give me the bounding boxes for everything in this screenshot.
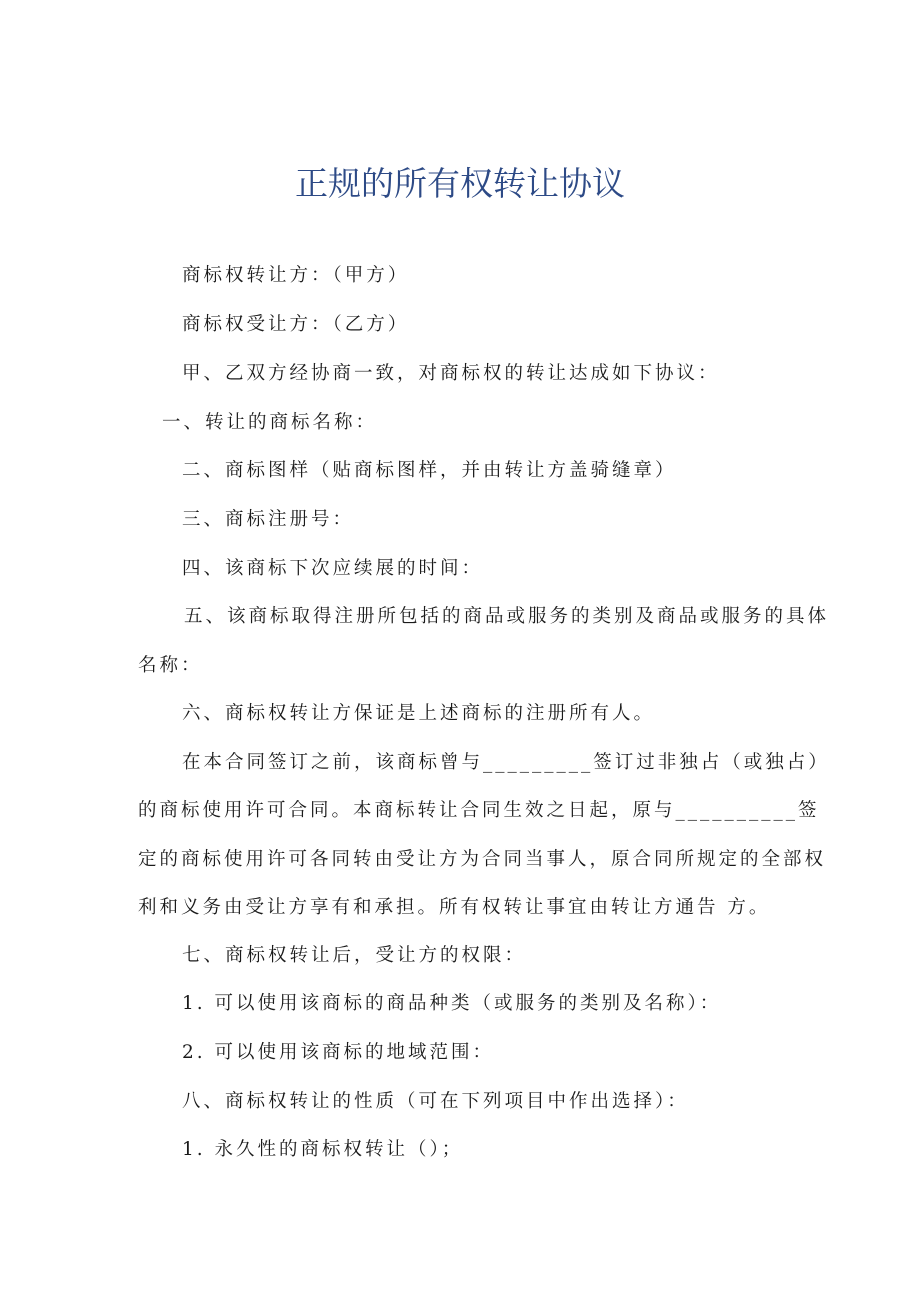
line-license-para-2: 的商标使用许可合同。本商标转让合同生效之日起，原与__________签 — [138, 800, 820, 821]
line-clause-6: 六、商标权转让方保证是上述商标的注册所有人。 — [182, 703, 656, 724]
line-clause-2: 二、商标图样（贴商标图样，并由转让方盖骑缝章） — [182, 460, 677, 481]
line-clause-7: 七、商标权转让后，受让方的权限： — [182, 945, 527, 966]
line-license-para-3: 定的商标使用许可各同转由受让方为合同当事人，原合同所规定的全部权 — [138, 849, 827, 870]
line-clause-4: 四、该商标下次应续展的时间： — [182, 558, 484, 579]
line-license-para-1: 在本合同签订之前，该商标曾与_________签订过非独占（或独占） — [182, 752, 830, 773]
line-transferee: 商标权受让方：（乙方） — [182, 314, 410, 335]
line-license-para-4: 利和义务由受让方享有和承担。所有权转让事宜由转让方通告 方。 — [138, 897, 771, 918]
document-title: 正规的所有权转让协议 — [295, 164, 625, 203]
line-clause-5b: 名称： — [138, 655, 203, 676]
line-clause-7-item-2: 2. 可以使用该商标的地域范围： — [182, 1042, 495, 1063]
line-clause-8-item-1: 1. 永久性的商标权转让（）； — [182, 1139, 464, 1160]
line-clause-7-item-1: 1. 可以使用该商标的商品种类（或服务的类别及名称）： — [182, 993, 722, 1014]
line-clause-3: 三、商标注册号： — [182, 509, 355, 530]
line-clause-5a: 五、该商标取得注册所包括的商品或服务的类别及商品或服务的具体 — [184, 606, 830, 627]
line-clause-1: 一、转让的商标名称： — [162, 412, 378, 433]
line-transferor: 商标权转让方：（甲方） — [182, 265, 410, 286]
line-agreement-intro: 甲、乙双方经协商一致，对商标权的转让达成如下协议： — [182, 363, 720, 384]
line-clause-8: 八、商标权转让的性质（可在下列项目中作出选择）： — [182, 1091, 689, 1112]
